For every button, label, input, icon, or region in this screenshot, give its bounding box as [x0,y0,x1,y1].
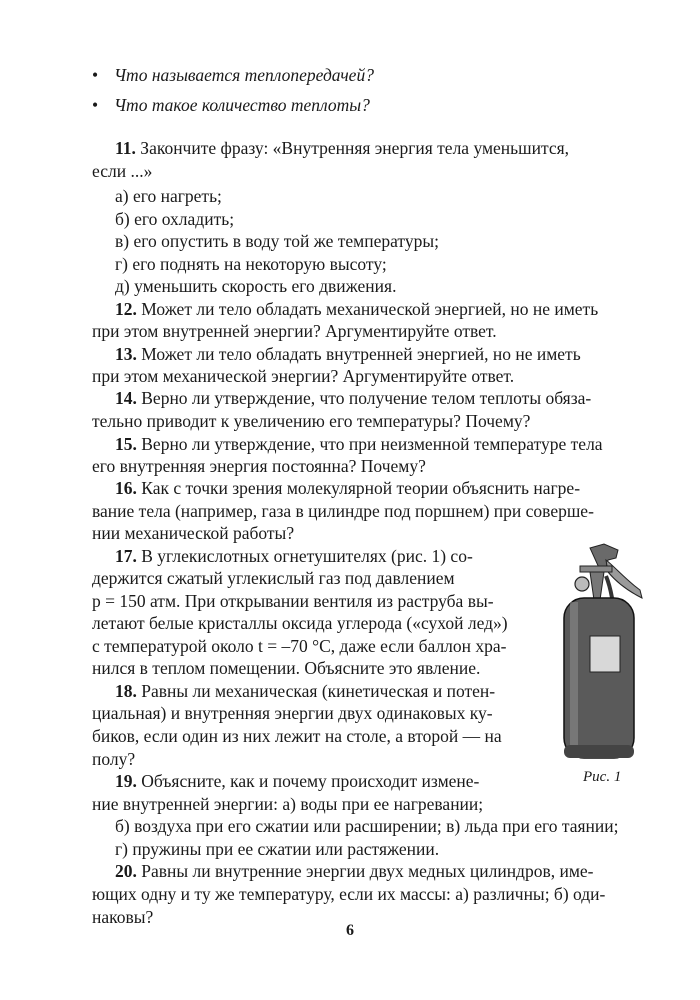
line-text: с температурой около t = –70 °С, даже если баллон хра- [92,636,507,656]
line-text: Закончите фразу: «Внутренняя энергия тела уменьшится, [135,138,570,158]
text-line [115,253,387,276]
question-number: 11. [115,138,136,158]
fire-extinguisher-figure [556,540,646,765]
text-line [115,815,619,838]
question-line [115,770,479,793]
line-text: В углекислотных огнетушителях (рис. 1) со- [136,546,473,566]
text-line [92,883,605,906]
bullet-text: Что такое количество теплоты? [114,95,370,115]
line-text: Может ли тело обладать внутренней энергией, но не иметь [136,344,581,364]
line-text: если ...» [92,161,153,181]
text-line [92,725,502,748]
text-line [92,522,294,545]
question-line [115,137,569,160]
line-text: Верно ли утверждение, что получение телом теплоты обяза- [136,388,592,408]
question-line [115,343,581,366]
line-text: Как с точки зрения молекулярной теории объяснить нагре- [136,478,581,498]
question-number: 16. [115,478,137,498]
line-text: нился в теплом помещении. Объясните это явление. [92,658,481,678]
text-line [92,410,530,433]
text-line [92,160,152,183]
line-text: Равны ли механическая (кинетическая и потен- [136,681,496,701]
line-text: тельно приводит к увеличению его температуры? Почему? [92,411,531,431]
text-line [115,185,222,208]
line-text: вание тела (например, газа в цилиндре под поршнем) при соверше- [92,501,594,521]
line-text: а) его нагреть; [115,186,222,206]
text-line [92,320,497,343]
line-text: г) пружины при ее сжатии или растяжении. [115,839,440,859]
question-line [115,545,473,568]
line-text: полу? [92,749,136,769]
text-line [92,793,483,816]
text-line [92,500,594,523]
question-number: 15. [115,434,137,454]
question-line [115,298,598,321]
line-text: Объясните, как и почему происходит измене- [136,771,480,791]
line-text: держится сжатый углекислый газ под давлением [92,568,455,588]
text-line [92,748,135,771]
bullet-dot: • [92,95,99,115]
line-text: ние внутренней энергии: а) воды при ее нагревании; [92,794,484,814]
line-text: Может ли тело обладать механической энергией, но не иметь [136,299,599,319]
question-number: 19. [115,771,137,791]
line-text: биков, если один из них лежит на столе, а второй — на [92,726,502,746]
line-text: Равны ли внутренние энергии двух медных цилиндров, име- [136,861,594,881]
text-line [115,838,439,861]
question-line [115,860,594,883]
bullet-item [92,64,374,86]
text-line [92,657,480,680]
line-text: д) уменьшить скорость его движения. [115,276,397,296]
text-line [92,590,494,613]
question-number: 13. [115,344,137,364]
text-line [92,702,493,725]
question-line [115,477,580,500]
question-number: 18. [115,681,137,701]
line-text: Верно ли утверждение, что при неизменной температуре тела [136,434,603,454]
figure-caption: Рис. 1 [583,769,622,785]
text-line [92,365,514,388]
question-number: 17. [115,546,137,566]
line-text: летают белые кристаллы оксида углерода («сухой лед») [92,613,508,633]
question-line [115,433,603,456]
text-line [92,635,507,658]
text-line [92,612,508,635]
question-line [115,387,591,410]
bullet-item [92,94,370,116]
bullet-text: Что называется теплопередачей? [114,65,374,85]
line-text: ющих одну и ту же температуру, если их массы: а) различны; б) оди- [92,884,606,904]
question-number: 12. [115,299,137,319]
line-text: наковы? [92,907,154,927]
line-text: при этом механической энергии? Аргументируйте ответ. [92,366,515,386]
line-text: его внутренняя энергия постоянна? Почему? [92,456,426,476]
text-line [115,208,234,231]
line-text: p = 150 атм. При открывании вентиля из раструба вы- [92,591,494,611]
line-text: в) его опустить в воду той же температуры; [115,231,439,251]
text-line [92,455,426,478]
line-text: циальная) и внутренняя энергии двух одинаковых ку- [92,703,493,723]
text-line [115,275,396,298]
text-line [92,567,455,590]
question-line [115,680,495,703]
question-number: 20. [115,861,137,881]
line-text: б) его охладить; [115,209,235,229]
line-text: при этом внутренней энергии? Аргументируйте ответ. [92,321,497,341]
question-number: 14. [115,388,137,408]
bullet-dot: • [92,65,99,85]
line-text: нии механической работы? [92,523,295,543]
line-text: г) его поднять на некоторую высоту; [115,254,387,274]
line-text: б) воздуха при его сжатии или расширении; в) льда при его таянии; [115,816,619,836]
page-number: 6 [346,922,354,939]
text-line [115,230,439,253]
